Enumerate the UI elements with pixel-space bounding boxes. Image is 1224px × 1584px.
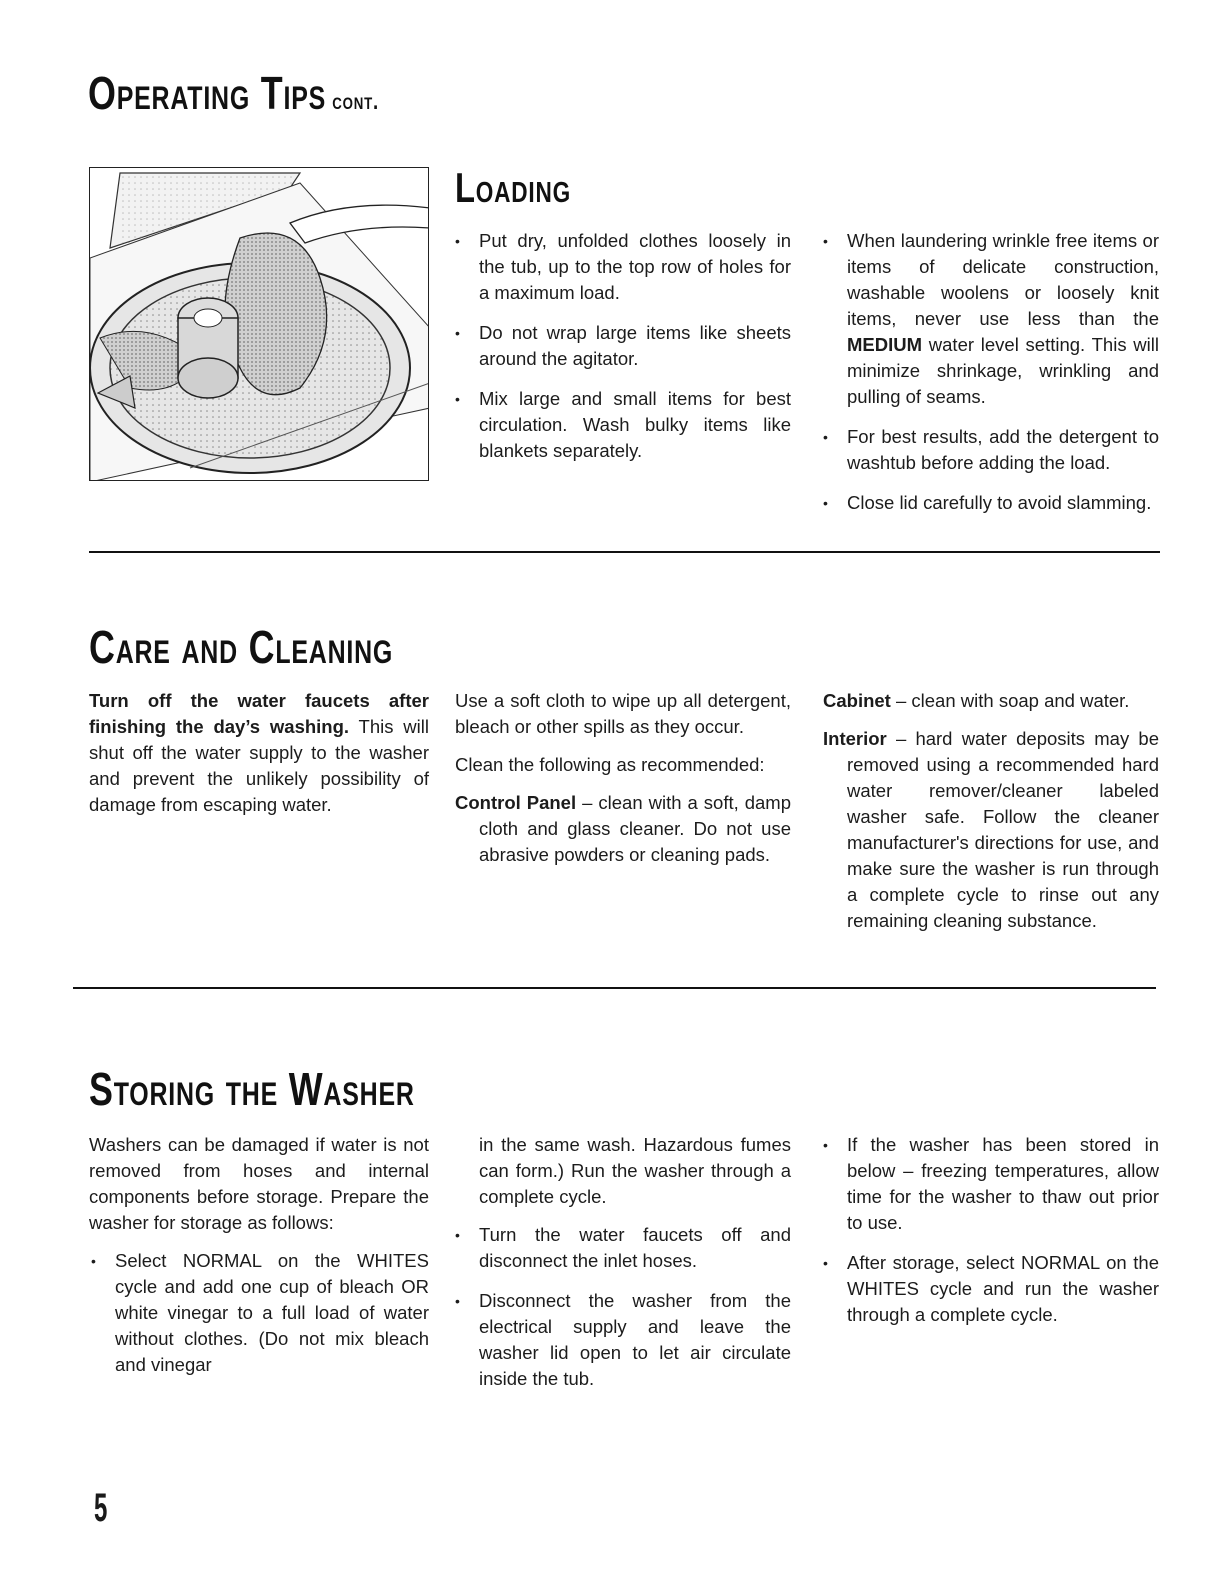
- page-number: 5: [94, 1486, 108, 1530]
- text-run: water level setting. This will minimize shrinkage, wrinkling and pulling of seams.: [847, 334, 1159, 407]
- section-divider: [73, 987, 1156, 989]
- interior-label: Interior: [823, 728, 887, 749]
- list-item: • Mix large and small items for best circulation. Wash bulky items like blankets separately.: [453, 386, 791, 464]
- text-run: – hard water deposits may be removed using a recommended hard water remover/cleaner labeled washer safe. Follow the cleaner manufacturer's directions for use, and make sure the washer is run through a complete cycle to rinse out any remaining cleaning substance.: [847, 728, 1159, 931]
- page-title-main: Operating Tips: [88, 67, 327, 119]
- list-item: • For best results, add the detergent to washtub before adding the load.: [821, 424, 1159, 476]
- list-item: • Close lid carefully to avoid slamming.: [821, 490, 1159, 516]
- paragraph: Clean the following as recommended:: [455, 754, 765, 775]
- cabinet-paragraph: [823, 688, 1159, 714]
- cabinet-label: Cabinet: [823, 690, 891, 711]
- storing-column-3: [821, 1132, 1159, 1342]
- list-item: • Do not wrap large items like sheets around the agitator.: [453, 320, 791, 372]
- page-title-suffix: cont.: [332, 88, 379, 115]
- interior-paragraph: [823, 726, 1159, 934]
- list-item: • Select NORMAL on the WHITES cycle and add one cup of bleach OR white vinegar to a full load of water without clothes. (Do not mix bleach and vinegar: [89, 1248, 429, 1378]
- continued-paragraph: in the same wash. Hazardous fumes can form.) Run the washer through a complete cycle.: [479, 1134, 791, 1207]
- loading-heading: Loading: [455, 164, 571, 211]
- care-column-1: [89, 688, 429, 830]
- washer-loading-illustration: [89, 167, 429, 481]
- bold-lead: Turn off the water faucets after finishing the day’s washing.: [89, 690, 429, 737]
- list-item: • Turn the water faucets off and disconnect the inlet hoses.: [453, 1222, 791, 1274]
- section-divider: [89, 551, 1160, 553]
- text-run: This will shut off the water supply to the washer and prevent the unlikely possibility of damage from escaping water.: [89, 716, 429, 815]
- control-panel-paragraph: [455, 790, 791, 868]
- list-item: [821, 228, 1159, 410]
- paragraph: Washers can be damaged if water is not removed from hoses and internal components before storage. Prepare the washer for storage as follows:: [89, 1134, 429, 1233]
- loading-column-1: [453, 228, 791, 478]
- list-item: • If the washer has been stored in below – freezing temperatures, allow time for the washer to thaw out prior to use.: [821, 1132, 1159, 1236]
- care-column-3: [823, 688, 1159, 946]
- storing-column-2: [453, 1132, 791, 1406]
- text-run: – clean with a soft, damp cloth and glass cleaner. Do not use abrasive powders or cleaning pads.: [479, 792, 792, 865]
- loading-bullet-list-1: [453, 228, 791, 464]
- text-run: When laundering wrinkle free items or items of delicate construction, washable woolens or loosely knit items, never use less than the: [847, 230, 1159, 329]
- loading-bullet-list-2: [821, 228, 1159, 516]
- storing-bullet-list-1: [89, 1248, 429, 1378]
- care-heading: Care and Cleaning: [89, 621, 394, 673]
- washer-drawing: [90, 168, 429, 481]
- control-panel-label: Control Panel: [455, 792, 577, 813]
- text-run: – clean with soap and water.: [890, 690, 1130, 711]
- paragraph: [89, 688, 429, 818]
- paragraph: Use a soft cloth to wipe up all detergent, bleach or other spills as they occur.: [455, 690, 791, 737]
- storing-bullet-list-2: [453, 1222, 791, 1392]
- care-column-2: [455, 688, 791, 880]
- list-item: • Disconnect the washer from the electrical supply and leave the washer lid open to let air circulate inside the tub.: [453, 1288, 791, 1392]
- list-item: • After storage, select NORMAL on the WHITES cycle and run the washer through a complete cycle.: [821, 1250, 1159, 1328]
- page-title: [88, 66, 379, 120]
- list-item: • Put dry, unfolded clothes loosely in the tub, up to the top row of holes for a maximum load.: [453, 228, 791, 306]
- storing-heading: Storing the Washer: [89, 1063, 415, 1115]
- loading-column-2: [821, 228, 1159, 530]
- storing-column-1: [89, 1132, 429, 1392]
- medium-emphasis: MEDIUM: [847, 334, 923, 355]
- storing-bullet-list-3: [821, 1132, 1159, 1328]
